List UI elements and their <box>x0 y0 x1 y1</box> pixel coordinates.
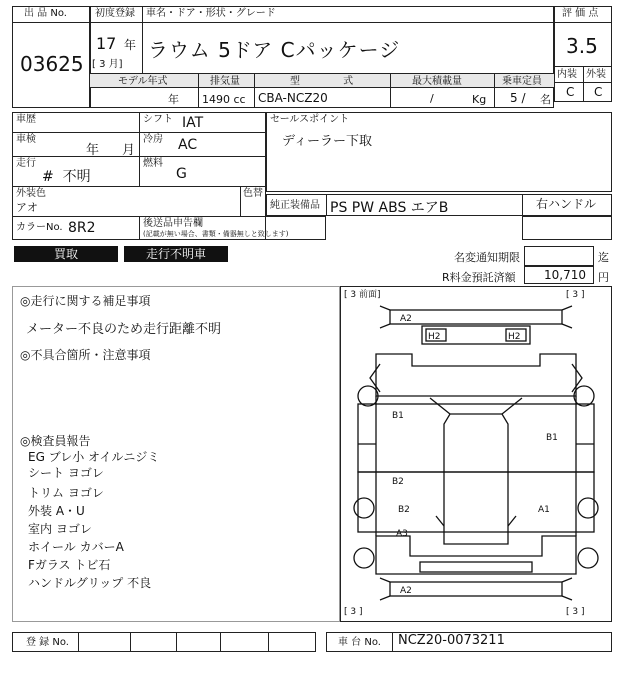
aftermarket-label: 後送品申告欄 <box>143 218 203 229</box>
lot-number: 03625 <box>20 52 84 76</box>
equipment-lower-right <box>522 216 612 240</box>
score-value: 3.5 <box>566 34 598 58</box>
car-name: ラウム 5ドア Cパッケージ <box>148 38 401 62</box>
steering-value: 右ハンドル <box>536 197 597 211</box>
registration-year: 17 <box>96 34 117 53</box>
inspector-item: ハンドルグリップ 不良 <box>28 576 152 590</box>
mark-b1-left: B1 <box>392 411 404 421</box>
mileage-value: # 不明 <box>42 169 91 185</box>
inspector-item: トリム ヨゴレ <box>28 486 104 500</box>
inspection-month-unit: 月 <box>122 143 136 158</box>
inspector-item: Fガラス トビ石 <box>28 558 111 572</box>
model-year-unit: 年 <box>168 93 179 106</box>
deadline-unit: 迄 <box>598 251 609 264</box>
deadline-box <box>524 246 594 266</box>
mileage-unknown-badge: 走行不明車 <box>124 246 228 262</box>
type-value: CBA-NCZ20 <box>258 91 328 105</box>
chassis-no-label: 車 台 No. <box>338 637 381 648</box>
defects-title: ◎不具合箇所・注意事項 <box>20 348 151 362</box>
inspector-title: ◎検査員報告 <box>20 434 91 448</box>
color-no-label: カラーNo. <box>16 222 63 233</box>
mark-b2-lower: B2 <box>398 505 410 515</box>
deadline-label: 名変通知期限 <box>454 251 520 264</box>
inspection-label: 車検 <box>16 134 36 145</box>
equipment-label: 純正装備品 <box>270 200 320 211</box>
capacity-unit: 名 <box>540 93 551 106</box>
mileage-label: 走行 <box>16 158 36 169</box>
fuel-label: 燃料 <box>143 158 163 169</box>
inspector-item: 室内 ヨゴレ <box>28 522 92 536</box>
corner-label-rear-left: [ 3 ] <box>344 607 363 617</box>
chassis-no: NCZ20-0073211 <box>398 633 505 648</box>
shift-label: シフト <box>143 114 173 125</box>
mark-a2-front: A2 <box>400 314 412 324</box>
inspection-year-unit: 年 <box>86 143 100 158</box>
equipment-value: PS PW ABS エアB <box>330 200 449 216</box>
mark-b1-right: B1 <box>546 433 558 443</box>
mark-h2-left: H2 <box>428 332 441 342</box>
corner-label-front-right: [ 3 ] <box>566 290 585 300</box>
ac-label: 冷房 <box>143 134 163 145</box>
exterior-grade-label: 外装 <box>586 69 606 80</box>
mark-a3: A3 <box>396 529 408 539</box>
inspector-item: EG ブレ小 オイルニジミ <box>28 450 160 464</box>
mark-h2-right: H2 <box>508 332 521 342</box>
capacity: 5 / <box>510 91 526 105</box>
sales-point-value: ディーラー下取 <box>282 134 372 149</box>
inspector-item: ホイール カバーA <box>28 540 124 554</box>
mark-b2-upper: B2 <box>392 477 404 487</box>
interior-grade-label: 内装 <box>557 69 577 80</box>
purchase-badge: 買取 <box>14 246 118 262</box>
inspector-item: 外装 A・U <box>28 504 85 518</box>
max-load-unit: Kg <box>472 93 487 106</box>
registration-label: 初度登録 <box>95 8 135 19</box>
exterior-grade: C <box>594 85 603 99</box>
max-load: / <box>430 92 434 105</box>
mileage-note: メーター不良のため走行距離不明 <box>26 322 222 337</box>
lot-number-label: 出 品 No. <box>24 8 67 19</box>
displacement-label: 排気量 <box>210 76 240 87</box>
interior-grade: C <box>566 85 575 99</box>
displacement: 1490 cc <box>202 93 246 106</box>
corner-label-rear-right: [ 3 ] <box>566 607 585 617</box>
color-change-label: 色替 <box>243 188 263 199</box>
registration-year-unit: 年 <box>124 38 137 52</box>
aftermarket-note: (記載が無い場合、書類・備器無しと致します) <box>143 230 289 238</box>
mileage-note-title: ◎走行に関する補足事項 <box>20 294 151 308</box>
ac-value: AC <box>178 137 198 153</box>
capacity-label: 乗車定員 <box>502 76 542 87</box>
model-year-label: モデル年式 <box>118 76 168 87</box>
sales-point-label: セールスポイント <box>270 114 350 125</box>
inspector-item: シート ヨゴレ <box>28 466 104 480</box>
registration-no-label: 登 録 No. <box>26 637 69 648</box>
color-no: 8R2 <box>68 220 96 236</box>
corner-label-front-left: [ 3 前面] <box>344 290 381 300</box>
car-name-label: 車名・ドア・形状・グレード <box>146 8 276 19</box>
registration-month: [ 3 月] <box>92 59 123 70</box>
type-label: 型 式 <box>290 76 354 87</box>
recycle-value: 10,710 <box>544 268 586 282</box>
color-label: 外装色 <box>16 188 46 199</box>
vehicle-condition-diagram <box>340 286 612 622</box>
color-value: アオ <box>16 201 38 214</box>
mark-a2-rear: A2 <box>400 586 412 596</box>
fuel-value: G <box>176 166 187 182</box>
history-label: 車歴 <box>16 114 36 125</box>
recycle-unit: 円 <box>598 271 609 284</box>
shift-value: IAT <box>182 115 204 131</box>
score-label: 評 価 点 <box>562 8 599 19</box>
max-load-label: 最大積載量 <box>412 76 462 87</box>
mark-a1: A1 <box>538 505 550 515</box>
recycle-label: R料金預託済額 <box>442 271 516 284</box>
